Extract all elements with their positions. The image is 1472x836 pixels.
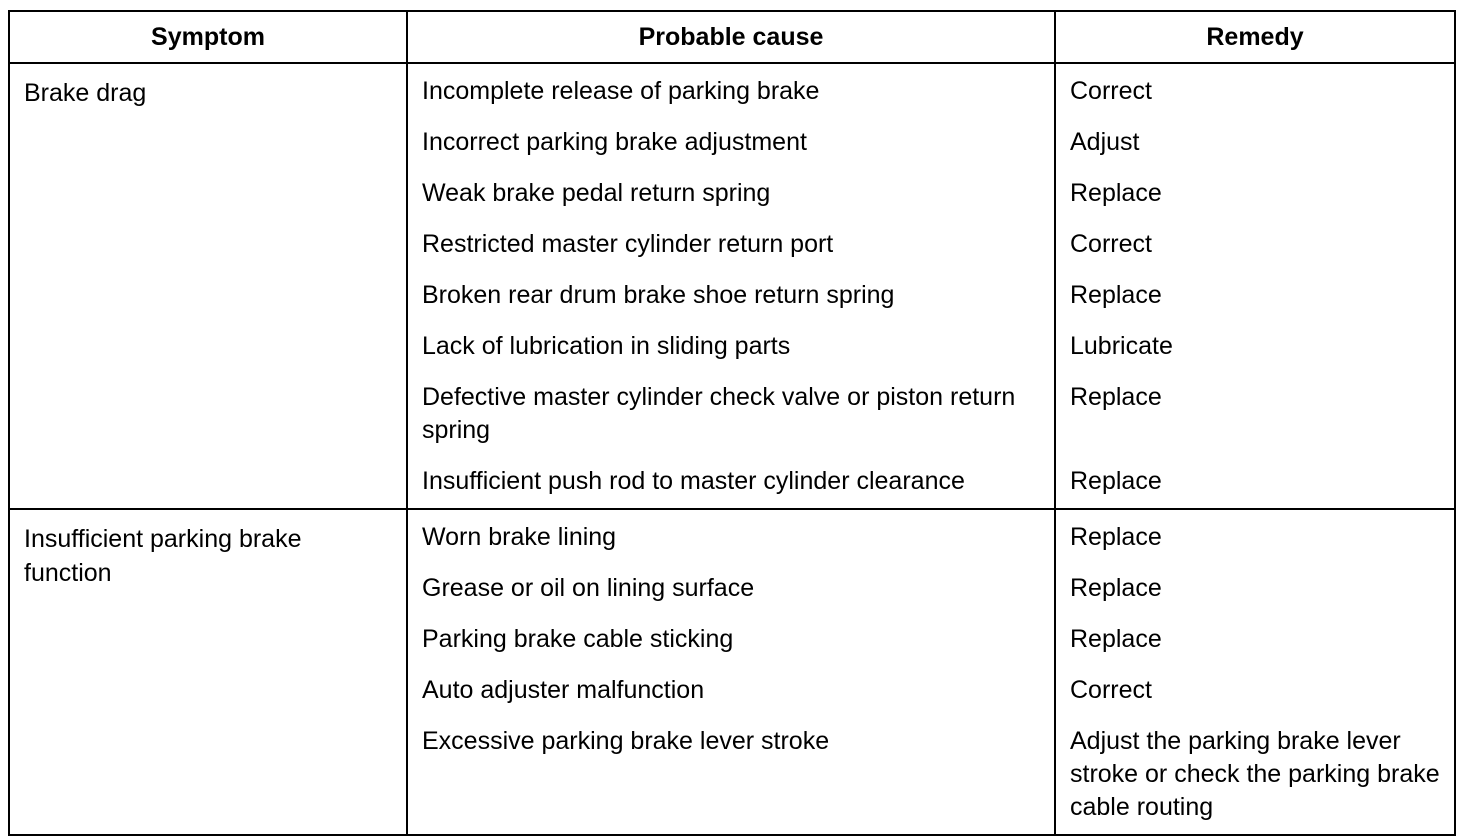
cause-item: Defective master cylinder check valve or piston return spring [422, 383, 1016, 444]
remedy-list [1056, 510, 1454, 834]
cause-item: Lack of lubrication in sliding parts [422, 332, 791, 360]
symptom-cell [9, 63, 407, 509]
cause-item: Excessive parking brake lever stroke [422, 727, 830, 755]
remedy-item: Replace [1070, 383, 1162, 411]
cause-list [408, 510, 1054, 834]
remedy-item: Replace [1070, 574, 1162, 602]
remedy-item: Replace [1070, 281, 1162, 309]
symptom-cell [9, 509, 407, 835]
remedy-item: Replace [1070, 467, 1162, 495]
cause-item: Worn brake lining [422, 523, 617, 551]
remedy-item: Correct [1070, 676, 1152, 704]
remedy-item: Lubricate [1070, 332, 1173, 360]
remedy-cell [1055, 509, 1455, 835]
header-row [9, 11, 1455, 63]
cause-cell [407, 63, 1055, 509]
remedy-list [1056, 64, 1454, 508]
header-remedy: Remedy [1055, 11, 1455, 63]
remedy-item: Replace [1070, 625, 1162, 653]
table-row-brake-drag [9, 63, 1455, 509]
remedy-item: Adjust the parking brake lever stroke or check the parking brake cable routing [1070, 727, 1440, 821]
remedy-item: Correct [1070, 77, 1152, 105]
remedy-item: Adjust [1070, 128, 1140, 156]
cause-item: Broken rear drum brake shoe return spring [422, 281, 895, 309]
cause-list [408, 64, 1054, 508]
cause-item: Weak brake pedal return spring [422, 179, 771, 207]
troubleshooting-table [8, 10, 1456, 836]
remedy-item: Replace [1070, 179, 1162, 207]
header-symptom: Symptom [9, 11, 407, 63]
cause-item: Incorrect parking brake adjustment [422, 128, 807, 156]
remedy-item: Replace [1070, 523, 1162, 551]
remedy-item: Correct [1070, 230, 1152, 258]
cause-item: Auto adjuster malfunction [422, 676, 705, 704]
table-body [9, 63, 1455, 835]
symptom-text: Brake drag [24, 79, 147, 107]
remedy-cell [1055, 63, 1455, 509]
cause-item: Parking brake cable sticking [422, 625, 734, 653]
cause-item: Incomplete release of parking brake [422, 77, 820, 105]
header-probable-cause: Probable cause [407, 11, 1055, 63]
table-header [9, 11, 1455, 63]
cause-item: Grease or oil on lining surface [422, 574, 755, 602]
symptom-text: Insufficient parking brake function [24, 525, 302, 587]
cause-item: Insufficient push rod to master cylinder clearance [422, 467, 965, 495]
cause-cell [407, 509, 1055, 835]
table-row-insufficient-parking-brake [9, 509, 1455, 835]
cause-item: Restricted master cylinder return port [422, 230, 834, 258]
